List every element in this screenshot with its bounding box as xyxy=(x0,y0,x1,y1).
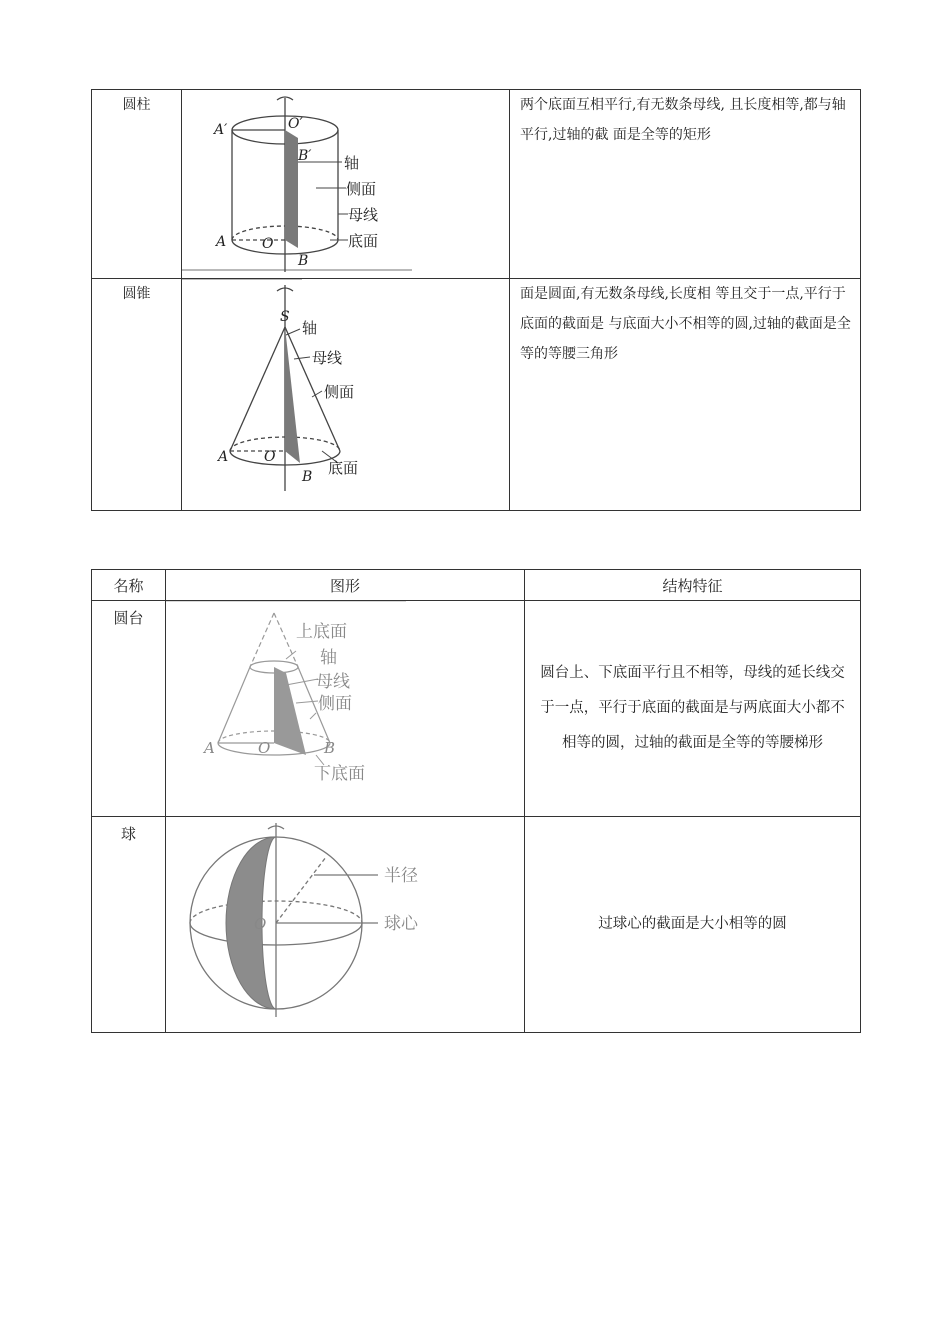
description-cell xyxy=(510,279,861,511)
label-side: 侧面 xyxy=(318,694,352,714)
shape-name-cell xyxy=(92,90,182,279)
cone-figure xyxy=(182,279,508,509)
shape-name: 球 xyxy=(120,825,136,843)
label-a: A xyxy=(216,234,227,250)
label-a: A xyxy=(204,739,215,757)
label-b: B xyxy=(302,469,313,485)
description-text: 过球心的截面是大小相等的圆 xyxy=(598,916,787,932)
label-side: 侧面 xyxy=(324,383,355,401)
header-name: 名称 xyxy=(92,570,166,601)
label-b: B xyxy=(324,739,336,757)
description-text: 圆台上、下底面平行且不相等，母线的延长线交于一点，平行于底面的截面是与两底面大小都不相等的圆，过轴的截面是全等的等腰梯形 xyxy=(540,665,845,751)
label-a-prime: A′ xyxy=(214,122,228,138)
label-center: 球心 xyxy=(384,914,418,934)
label-o-prime: O′ xyxy=(288,116,303,132)
label-axis: 轴 xyxy=(302,319,318,337)
label-o: O xyxy=(258,739,271,757)
shape-name: 圆锥 xyxy=(122,286,151,302)
label-radius: 半径 xyxy=(384,866,418,886)
header-figure: 图形 xyxy=(166,570,525,601)
figure-cell xyxy=(182,90,510,279)
shape-name-cell xyxy=(92,817,166,1033)
figure-cell xyxy=(166,601,525,817)
description-cell xyxy=(510,90,861,279)
description-text: 面是圆面,有无数条母线,长度相 等且交于一点,平行于底面的截面是 与底面大小不相等的圆,过轴的截面是全等的等腰三角形 xyxy=(520,286,851,362)
figure-cell xyxy=(182,279,510,511)
shape-name-cell xyxy=(92,601,166,817)
description-cell xyxy=(525,817,861,1033)
label-o: O xyxy=(254,915,267,933)
table-row xyxy=(92,601,861,817)
shape-name: 圆台 xyxy=(113,609,144,627)
label-generatrix: 母线 xyxy=(312,349,343,367)
label-generatrix: 母线 xyxy=(316,672,350,692)
header-row xyxy=(92,570,861,601)
table-row xyxy=(92,90,861,279)
description-text: 两个底面互相平行,有无数条母线, 且长度相等,都与轴平行,过轴的截 面是全等的矩形 xyxy=(520,97,846,143)
label-o: O xyxy=(264,449,276,465)
label-base: 底面 xyxy=(348,232,379,250)
label-top-base: 上底面 xyxy=(296,622,347,642)
table-row xyxy=(92,817,861,1033)
label-bottom-base: 下底面 xyxy=(314,764,365,784)
solids-table-2 xyxy=(91,569,861,1033)
shape-name-cell xyxy=(92,279,182,511)
label-side: 侧面 xyxy=(346,180,377,198)
label-axis: 轴 xyxy=(320,648,337,668)
label-s: S xyxy=(280,309,290,325)
label-b: B xyxy=(298,253,309,269)
header-structure: 结构特征 xyxy=(525,570,861,601)
solids-table-1 xyxy=(91,89,861,511)
label-b-prime: B′ xyxy=(298,148,312,164)
label-o: O xyxy=(262,236,274,252)
shape-name: 圆柱 xyxy=(122,97,151,113)
cylinder-figure xyxy=(182,90,508,277)
label-base: 底面 xyxy=(328,459,359,477)
frustum-figure xyxy=(166,601,523,815)
description-cell xyxy=(525,601,861,817)
label-a: A xyxy=(218,449,229,465)
figure-cell xyxy=(166,817,525,1033)
table-row xyxy=(92,279,861,511)
label-generatrix: 母线 xyxy=(348,206,379,224)
label-axis: 轴 xyxy=(344,154,360,172)
sphere-figure xyxy=(166,817,523,1031)
